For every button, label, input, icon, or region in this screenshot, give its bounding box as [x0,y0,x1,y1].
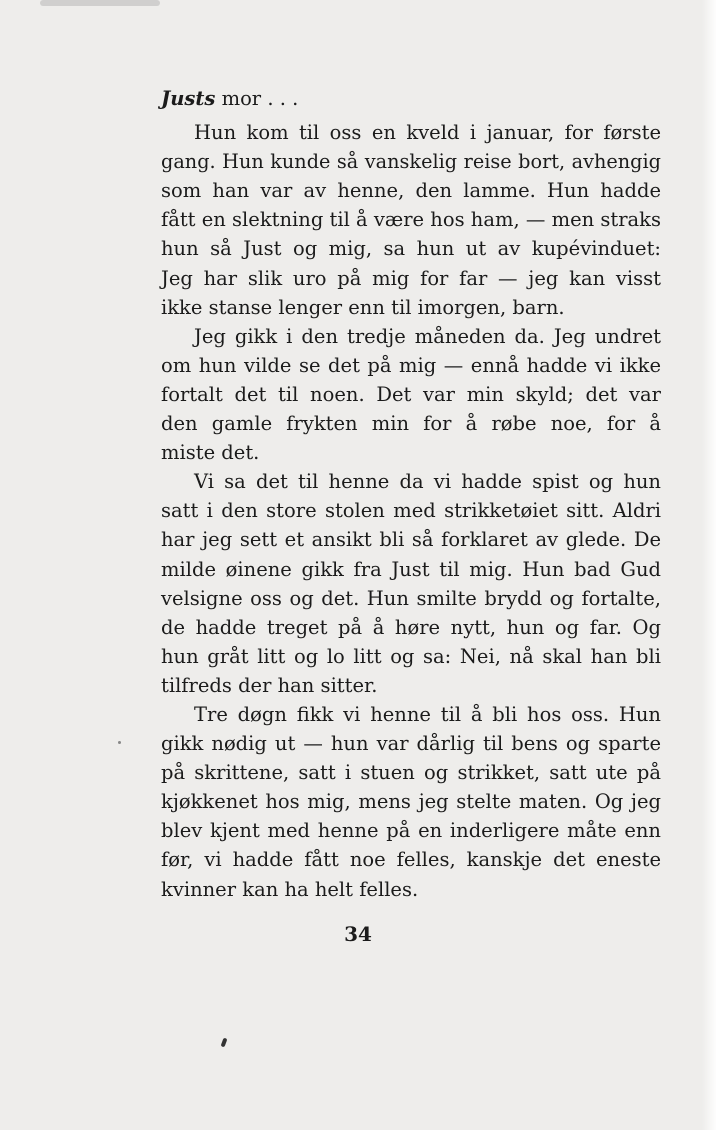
text-line: den gamle frykten min for å røbe noe, for å [161,412,661,436]
text-line: de hadde treget på å høre nytt, hun og far. Og [161,615,661,639]
paragraph [128,467,661,700]
text-line: som han var av henne, den lamme. Hun hadde [161,179,661,203]
paragraph [128,118,661,322]
text-line: hun gråt litt og lo litt og sa: Nei, nå skal han bli [161,644,661,668]
text-line: Vi sa det til henne da vi hadde spist og hun [194,470,661,494]
text-line: Jeg gikk i den tredje måneden da. Jeg undret [194,324,661,348]
text-line: ikke stanse lenger enn til imorgen, barn. [161,295,565,319]
scan-smudge [40,0,160,6]
heading-rest: mor . . . [215,87,299,110]
text-line: kjøkkenet hos mig, mens jeg stelte maten. Og jeg [161,790,661,814]
text-line: på skrittene, satt i stuen og strikket, satt ute på [161,761,661,785]
text-line: før, vi hadde fått noe felles, kanskje det eneste [161,848,661,872]
text-line: fortalt det til noen. Det var min skyld; det var [161,382,661,406]
section-heading [161,84,661,113]
text-line: milde øinene gikk fra Just til mig. Hun bad Gud [161,557,661,581]
text-line: kvinner kan ha helt felles. [161,877,419,901]
text-line: hun så Just og mig, sa hun ut av kupévinduet: [161,237,661,261]
page-edge-shadow [702,0,716,1130]
text-line: miste det. [161,441,260,465]
text-line: Tre døgn fikk vi henne til å bli hos oss. Hun [194,702,661,726]
scan-dot [118,741,121,744]
ink-speck [221,1038,228,1048]
text-line: gang. Hun kunde så vanskelig reise bort, avhengig [161,150,661,174]
page-number: 34 [344,922,372,946]
text-line: tilfreds der han sitter. [161,673,378,697]
text-line: Jeg har slik uro på mig for far — jeg kan visst [161,266,661,290]
text-line: blev kjent med henne på en inderligere måte enn [161,819,661,843]
heading-italic: Justs [161,87,216,110]
text-line: satt i den store stolen med strikketøiet sitt. Aldri [161,499,661,523]
text-line: fått en slektning til å være hos ham, — men straks [161,208,661,232]
text-line: gikk nødig ut — hun var dårlig til bens og sparte [161,732,661,756]
text-line: om hun vilde se det på mig — ennå hadde vi ikke [161,353,661,377]
text-line: Hun kom til oss en kveld i januar, for første [194,121,661,145]
text-line: har jeg sett et ansikt bli så forklaret av glede. De [161,528,661,552]
paragraph [128,322,661,467]
paragraph [128,700,661,904]
text-line: velsigne oss og det. Hun smilte brydd og fortalte, [161,586,661,610]
body-text [128,84,661,904]
